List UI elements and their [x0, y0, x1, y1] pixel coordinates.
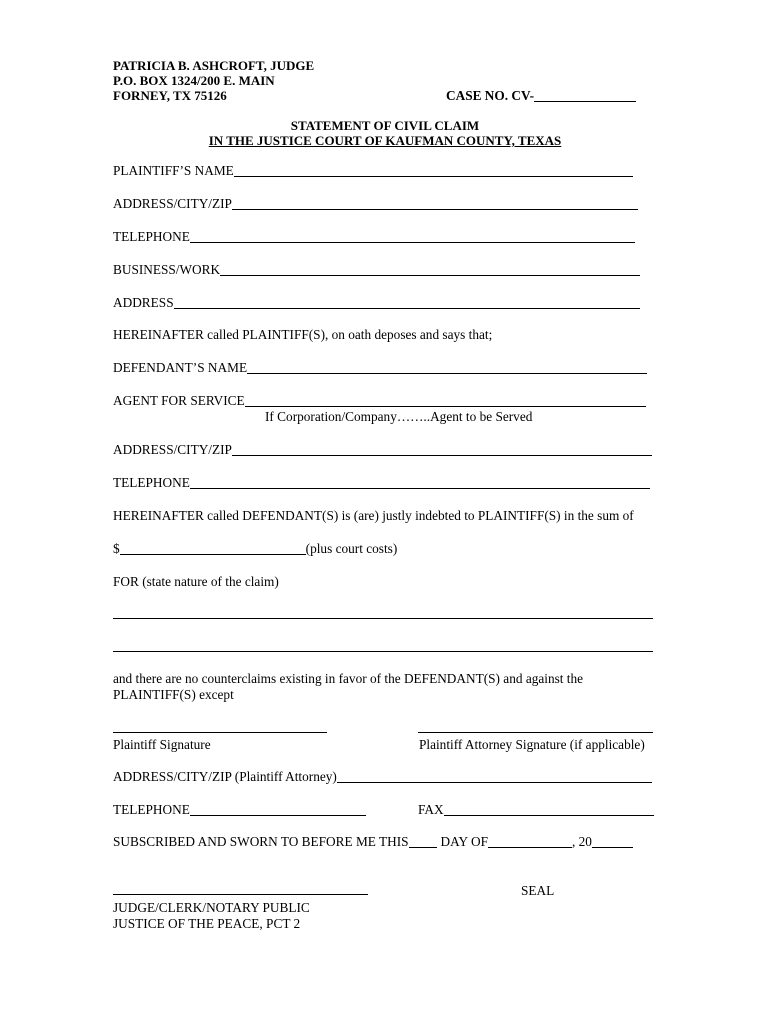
plaintiff-address-field[interactable] [113, 295, 640, 311]
attorney-fax-field[interactable] [418, 802, 654, 818]
case-number-line[interactable] [534, 89, 636, 102]
agent-for-service-label: AGENT FOR SERVICE [113, 393, 245, 408]
form-subtitle: IN THE JUSTICE COURT OF KAUFMAN COUNTY, TEXAS [208, 133, 562, 148]
counterclaims-text-line-1: and there are no counterclaims existing in favor of the DEFENDANT(S) and against the [113, 671, 584, 686]
agent-for-service-line[interactable] [245, 394, 646, 407]
sworn-prefix: SUBSCRIBED AND SWORN TO BEFORE ME THIS [113, 834, 409, 849]
plaintiff-address-city-zip-field[interactable] [113, 196, 638, 212]
plaintiff-business-work-field[interactable] [113, 262, 640, 278]
plaintiff-name-label: PLAINTIFF’S NAME [113, 163, 234, 178]
attorney-telephone-line[interactable] [190, 803, 366, 816]
dollar-sign: $ [113, 541, 120, 556]
plaintiff-telephone-line[interactable] [190, 230, 635, 243]
claim-amount-line[interactable] [120, 542, 306, 555]
attorney-fax-label: FAX [418, 802, 444, 817]
defendant-telephone-label: TELEPHONE [113, 475, 190, 490]
claim-amount-field[interactable] [113, 541, 397, 557]
plaintiff-business-work-label: BUSINESS/WORK [113, 262, 221, 277]
sworn-month-line[interactable] [488, 835, 572, 848]
claim-nature-line-1[interactable] [113, 618, 653, 619]
defendant-address-city-zip-field[interactable] [113, 442, 652, 458]
plaintiff-name-field[interactable] [113, 163, 633, 179]
claim-nature-line-2[interactable] [113, 651, 653, 652]
sworn-day-line[interactable] [409, 835, 437, 848]
sworn-year-line[interactable] [592, 835, 633, 848]
defendant-address-city-zip-line[interactable] [232, 443, 652, 456]
plaintiff-address-line[interactable] [174, 296, 640, 309]
defendant-address-city-zip-label: ADDRESS/CITY/ZIP [113, 442, 232, 457]
sworn-day-of-label: DAY OF [440, 834, 488, 849]
defendant-telephone-line[interactable] [190, 476, 650, 489]
plaintiff-signature-label: Plaintiff Signature [113, 737, 211, 752]
attorney-telephone-field[interactable] [113, 802, 366, 818]
plaintiff-telephone-field[interactable] [113, 229, 635, 245]
plaintiff-signature-line[interactable] [113, 732, 327, 733]
attorney-signature-label: Plaintiff Attorney Signature (if applicable) [419, 737, 645, 752]
plaintiff-address-label: ADDRESS [113, 295, 174, 310]
counterclaims-text-line-2: PLAINTIFF(S) except [113, 687, 234, 702]
case-number-label: CASE NO. CV- [446, 88, 535, 103]
officer-signature-line[interactable] [113, 894, 368, 895]
sworn-statement-field[interactable] [113, 834, 633, 850]
defendant-name-label: DEFENDANT’S NAME [113, 360, 248, 375]
attorney-address-field[interactable] [113, 769, 652, 785]
plaintiff-oath-statement: HEREINAFTER called PLAINTIFF(S), on oath deposes and says that; [113, 327, 493, 342]
plaintiff-business-work-line[interactable] [220, 263, 640, 276]
agent-for-service-note: If Corporation/Company……..Agent to be Served [265, 409, 533, 424]
plaintiff-address-city-zip-label: ADDRESS/CITY/ZIP [113, 196, 232, 211]
seal-label: SEAL [521, 883, 555, 898]
form-title: STATEMENT OF CIVIL CLAIM [290, 118, 480, 133]
plaintiff-name-line[interactable] [234, 164, 633, 177]
officer-title: JUDGE/CLERK/NOTARY PUBLIC [113, 900, 310, 915]
attorney-signature-line[interactable] [418, 732, 653, 733]
defendant-telephone-field[interactable] [113, 475, 650, 491]
attorney-telephone-label: TELEPHONE [113, 802, 190, 817]
defendant-name-field[interactable] [113, 360, 647, 376]
attorney-address-line[interactable] [337, 770, 652, 783]
court-city-state-zip: FORNEY, TX 75126 [113, 88, 227, 103]
plaintiff-telephone-label: TELEPHONE [113, 229, 190, 244]
attorney-fax-line[interactable] [444, 803, 654, 816]
defendant-indebted-statement: HEREINAFTER called DEFENDANT(S) is (are) justly indebted to PLAINTIFF(S) in the sum of [113, 508, 634, 523]
claim-nature-label: FOR (state nature of the claim) [113, 574, 279, 589]
plaintiff-address-city-zip-line[interactable] [232, 197, 638, 210]
agent-for-service-field[interactable] [113, 393, 646, 409]
defendant-name-line[interactable] [247, 361, 647, 374]
court-name: JUSTICE OF THE PEACE, PCT 2 [113, 916, 301, 931]
judge-name: PATRICIA B. ASHCROFT, JUDGE [113, 58, 315, 73]
court-po-box: P.O. BOX 1324/200 E. MAIN [113, 73, 275, 88]
sworn-year-prefix: , 20 [571, 834, 592, 849]
attorney-address-label: ADDRESS/CITY/ZIP (Plaintiff Attorney) [113, 769, 337, 784]
court-costs-note: (plus court costs) [305, 541, 398, 556]
case-number-field[interactable] [446, 88, 636, 104]
